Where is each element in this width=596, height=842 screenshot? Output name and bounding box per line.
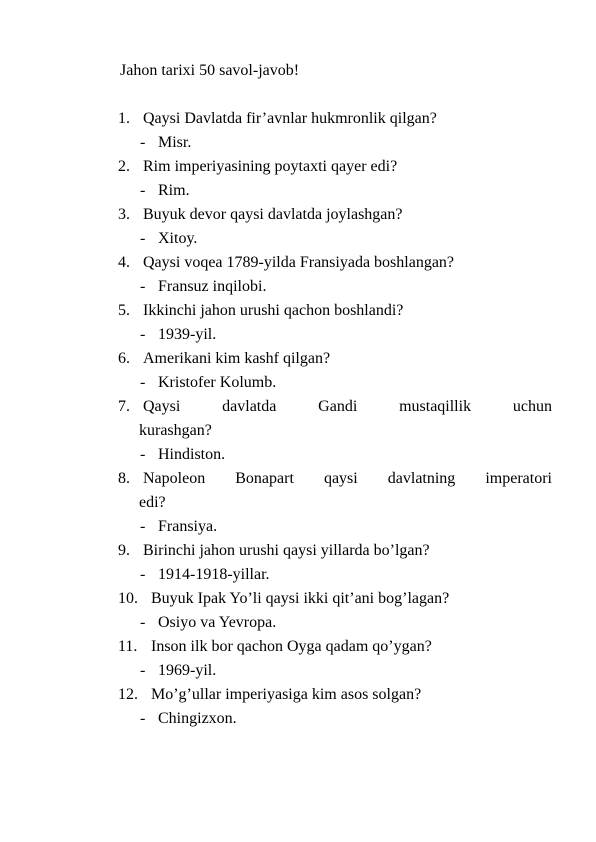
list-item: [118, 299, 552, 347]
question-row: [118, 299, 552, 323]
list-item: [118, 635, 552, 683]
question-number: 10.: [118, 590, 138, 607]
answer-row: [118, 443, 552, 467]
answer-dash: -: [140, 566, 146, 583]
question-text-line1: Qaysi davlatda Gandi mustaqillik uchun: [143, 398, 552, 415]
question-text: Amerikani kim kashf qilgan?: [143, 350, 331, 367]
document-title: Jahon tarixi 50 savol-javob!: [120, 62, 300, 79]
list-item: [118, 251, 552, 299]
answer-dash: -: [140, 230, 146, 247]
answer-dash: -: [140, 662, 146, 679]
question-text: Qaysi voqea 1789-yilda Fransiyada boshlangan?: [143, 254, 455, 271]
answer-text: 1939-yil.: [158, 326, 217, 343]
answer-dash: -: [140, 134, 146, 151]
question-row: [118, 251, 552, 275]
answer-row: [118, 323, 552, 347]
question-text: Rim imperiyasining poytaxti qayer edi?: [143, 158, 398, 175]
question-row: [118, 683, 552, 707]
answer-dash: -: [140, 614, 146, 631]
answer-dash: -: [140, 710, 146, 727]
question-text: Buyuk Ipak Yo’li qaysi ikki qit’ani bog’lagan?: [151, 590, 450, 607]
answer-dash: -: [140, 278, 146, 295]
answer-text: Misr.: [158, 134, 192, 151]
answer-text: 1914-1918-yillar.: [158, 566, 270, 583]
question-text: Ikkinchi jahon urushi qachon boshlandi?: [143, 302, 404, 319]
answer-text: Rim.: [158, 182, 190, 199]
question-number: 11.: [118, 638, 138, 655]
question-row: [118, 539, 552, 563]
answer-row: [118, 227, 552, 251]
list-item: [118, 107, 552, 155]
answer-row: [118, 179, 552, 203]
question-number: 7.: [118, 398, 130, 415]
answer-text: Fransuz inqilobi.: [158, 278, 267, 295]
answer-row: [118, 131, 552, 155]
answer-text: Chingizxon.: [158, 710, 237, 727]
question-text: Mo’g’ullar imperiyasiga kim asos solgan?: [151, 686, 422, 703]
question-text: Qaysi Davlatda fir’avnlar hukmronlik qilgan?: [143, 110, 437, 127]
question-row: [118, 635, 552, 659]
list-item: [118, 587, 552, 635]
question-number: 2.: [118, 158, 130, 175]
question-row: [118, 107, 552, 131]
answer-row: [118, 371, 552, 395]
list-item: [118, 347, 552, 395]
question-number: 9.: [118, 542, 130, 559]
question-number: 6.: [118, 350, 130, 367]
list-item: [118, 395, 552, 467]
question-text: Birinchi jahon urushi qaysi yillarda bo’lgan?: [143, 542, 430, 559]
question-row: [118, 467, 552, 491]
question-text-line2: edi?: [139, 494, 166, 511]
question-row: [118, 203, 552, 227]
answer-row: [118, 659, 552, 683]
answer-row: [118, 515, 552, 539]
answer-dash: -: [140, 518, 146, 535]
answer-text: 1969-yil.: [158, 662, 217, 679]
question-row: [118, 395, 552, 419]
question-list: [118, 107, 552, 731]
question-row: [118, 155, 552, 179]
answer-dash: -: [140, 374, 146, 391]
question-number: 5.: [118, 302, 130, 319]
question-number: 3.: [118, 206, 130, 223]
answer-dash: -: [140, 182, 146, 199]
question-text-line1: Napoleon Bonapart qaysi davlatning imperatori: [143, 470, 552, 487]
answer-row: [118, 275, 552, 299]
question-number: 8.: [118, 470, 130, 487]
question-row: [118, 347, 552, 371]
answer-row: [118, 563, 552, 587]
answer-text: Kristofer Kolumb.: [158, 374, 277, 391]
question-text: Inson ilk bor qachon Oyga qadam qo’ygan?: [151, 638, 432, 655]
answer-text: Hindiston.: [158, 446, 226, 463]
answer-text: Osiyo va Yevropa.: [158, 614, 277, 631]
list-item: [118, 203, 552, 251]
question-number: 4.: [118, 254, 130, 271]
question-text-line2: kurashgan?: [139, 422, 212, 439]
question-row: [118, 587, 552, 611]
question-number: 12.: [118, 686, 138, 703]
list-item: [118, 539, 552, 587]
answer-row: [118, 611, 552, 635]
list-item: [118, 683, 552, 731]
question-number: 1.: [118, 110, 130, 127]
answer-dash: -: [140, 326, 146, 343]
question-text: Buyuk devor qaysi davlatda joylashgan?: [143, 206, 403, 223]
list-item: [118, 467, 552, 539]
answer-text: Xitoy.: [158, 230, 198, 247]
answer-row: [118, 707, 552, 731]
list-item: [118, 155, 552, 203]
answer-text: Fransiya.: [158, 518, 218, 535]
answer-dash: -: [140, 446, 146, 463]
